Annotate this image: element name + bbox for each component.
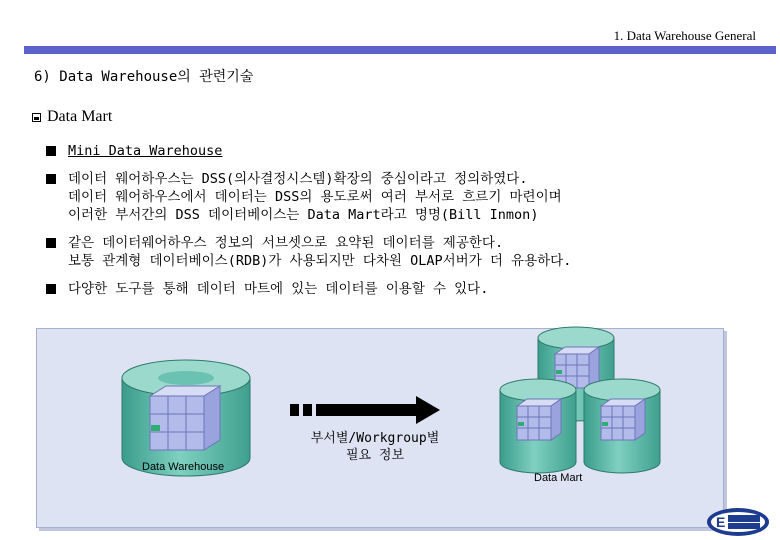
arrow-caption <box>300 430 450 464</box>
bullet-line: 데이터 웨어하우스에서 데이터는 DSS의 용도로써 여러 부서로 흐르기 마련이며 <box>68 189 562 205</box>
eware-logo-icon <box>706 506 770 538</box>
subheading-label: Data Mart <box>47 108 113 125</box>
bullet-line: 데이터 웨어하우스는 DSS(의사결정시스템)확장의 중심이라고 정의하였다. <box>68 171 528 187</box>
data-mart-label: Data Mart <box>534 472 583 484</box>
arrow-caption-line: 필요 정보 <box>345 448 405 463</box>
warehouse-cube-icon <box>150 386 220 450</box>
data-mart-cylinder-icon <box>500 379 576 473</box>
arrow-caption-line: 부서별/Workgroup별 <box>310 431 440 446</box>
bullet-line: 다양한 도구를 통해 데이터 마트에 있는 데이터를 이용할 수 있다. <box>68 281 489 297</box>
bullet-line: Mini Data Warehouse <box>68 143 223 159</box>
svg-text:E: E <box>716 514 726 530</box>
section-title: 6) Data Warehouse의 관련기술 <box>34 69 254 85</box>
bullet-line: 같은 데이터웨어하우스 정보의 서브셋으로 요약된 데이터를 제공한다. <box>68 235 504 251</box>
bullet-line: 이러한 부서간의 DSS 데이터베이스는 Data Mart라고 명명(Bill Inmon) <box>68 207 539 223</box>
bullet-line: 보통 관계형 데이터베이스(RDB)가 사용되지만 다차원 OLAP서버가 더 유용하다. <box>68 253 572 269</box>
warehouse-label: Data Warehouse <box>142 461 225 473</box>
data-mart-cylinder-icon <box>584 379 660 473</box>
flow-arrow-icon <box>290 396 440 424</box>
page-header-title: 1. Data Warehouse General <box>613 28 756 43</box>
